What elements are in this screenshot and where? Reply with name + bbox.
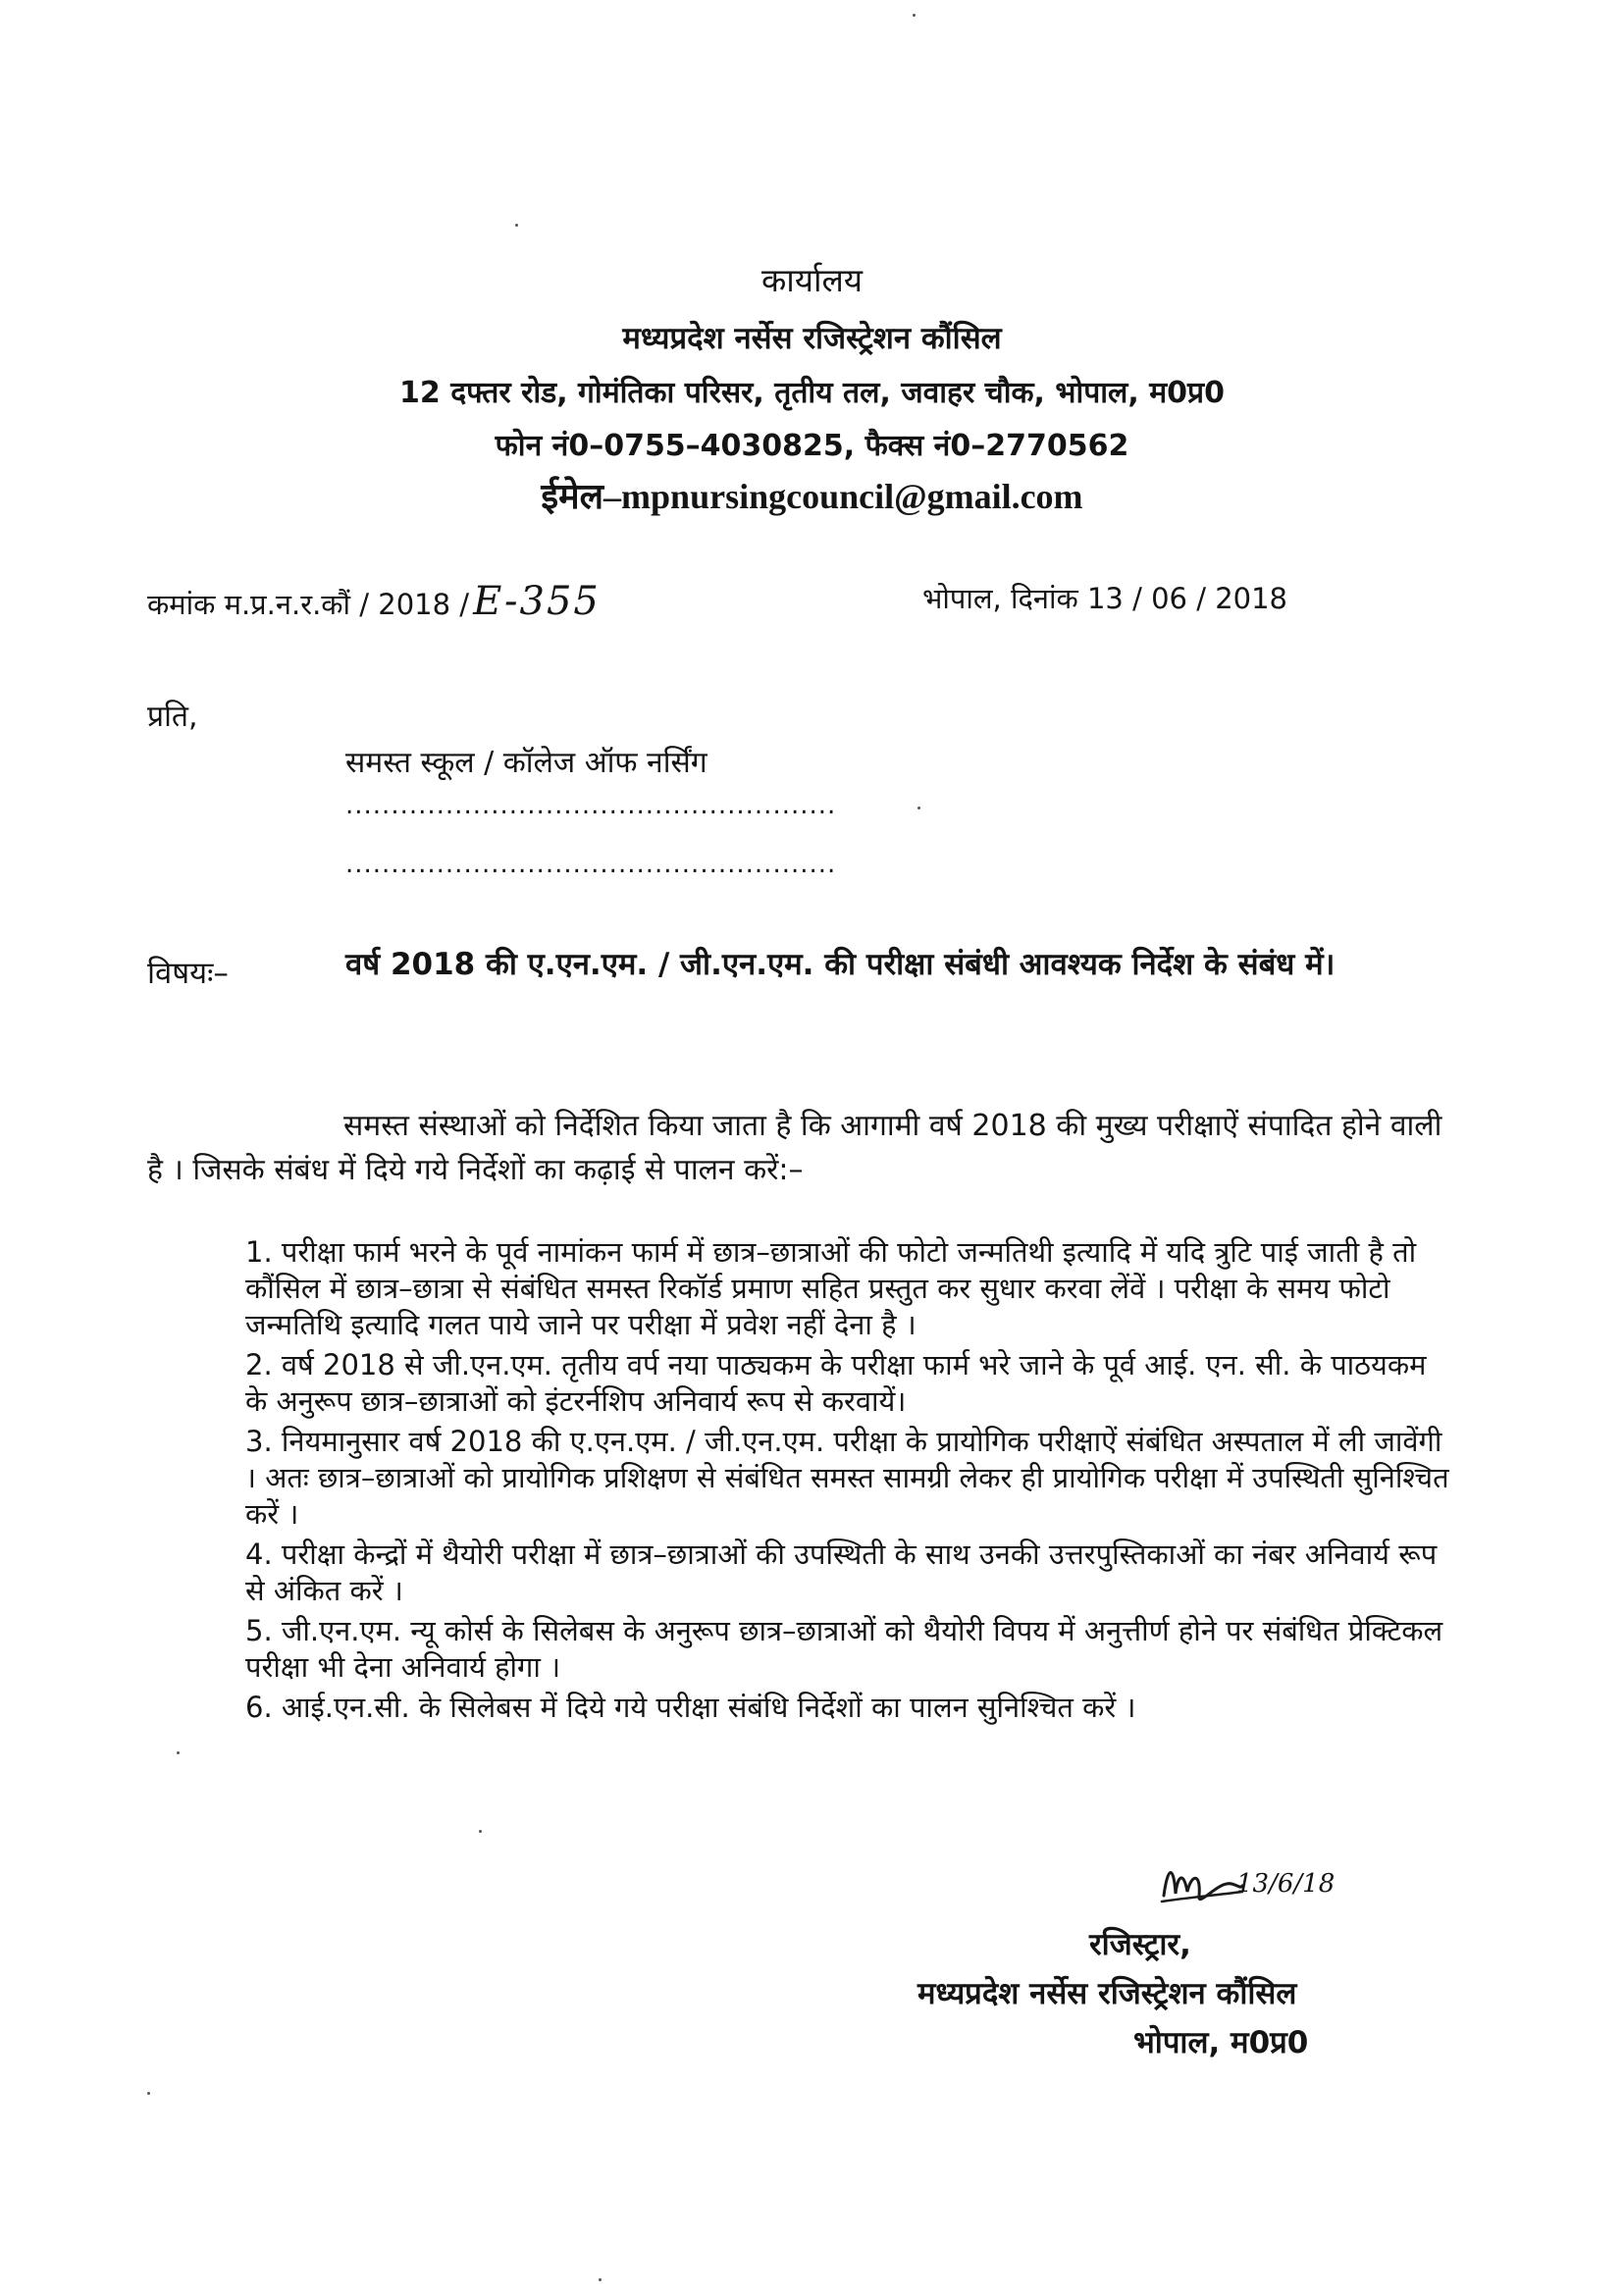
recipient-blank-line: ...................................................... xyxy=(345,850,837,879)
instruction-item: 3. नियमानुसार वर्ष 2018 की ए.एन.एम. / जी.एन.एम. परीक्षा के प्रायोगिक परीक्षाऐं संबंधित अस्पताल में ली जावेंगी । अतः छात्र–छात्राओं को प्रायोगिक प्रशिक्षण से संबंधित समस्त सामग्री लेकर ही प्रायोगिक परीक्षा में उपस्थिती सुनिश्चित करें । xyxy=(245,1425,1449,1531)
recipient-address: समस्त स्कूल / कॉलेज ऑफ नर्सिंग xyxy=(345,746,707,780)
instruction-item: 1. परीक्षा फार्म भरने के पूर्व नामांकन फार्म में छात्र–छात्राओं की फोटो जन्मतिथी इत्यादि में यदि त्रुटि पाई जाती है तो कौंसिल में छात्र–छात्रा से संबंधित समस्त रिकॉर्ड प्रमाण सहित प्रस्तुत कर सुधार करवा लेंवें । परीक्षा के समय फोटो जन्मतिथि इत्यादि गलत पाये जाने पर परीक्षा में प्रवेश नहीं देना है । xyxy=(245,1235,1417,1341)
scan-speck xyxy=(913,14,916,17)
scan-speck xyxy=(147,2092,150,2095)
scan-speck xyxy=(177,1751,180,1754)
signatory-title: रजिस्ट्रार, xyxy=(1089,1927,1191,1962)
scan-speck xyxy=(515,224,518,227)
recipient-label: प्रति, xyxy=(147,700,198,734)
subject-label: विषयः– xyxy=(147,956,229,991)
instruction-item: 6. आई.एन.सी. के सिलेबस में दिये गये परीक्षा संबंधि निर्देशों का पालन सुनिश्चित करें । xyxy=(245,1691,1136,1724)
handwritten-reference: E-355 xyxy=(473,579,601,624)
scan-speck xyxy=(917,807,920,809)
contact-email: ईमेल–mpnursingcouncil@gmail.com xyxy=(541,477,1083,516)
signature-date: 13/6/18 xyxy=(1236,1869,1336,1899)
council-name: मध्यप्रदेश नर्सेस रजिस्ट्रेशन कौंसिल xyxy=(622,321,1002,356)
intro-paragraph: समस्त संस्थाओं को निर्देशित किया जाता है कि आगामी वर्ष 2018 की मुख्य परीक्षाऐं संपादित होने वाली है । जिसके संबंध में दिये गये निर्देशों का कढ़ाई से पालन करें:– xyxy=(147,1109,1442,1187)
scan-speck xyxy=(599,2278,602,2281)
reference-number xyxy=(147,579,601,624)
instruction-list xyxy=(245,1234,1452,1730)
instruction-item: 4. परीक्षा केन्द्रों में थैयोरी परीक्षा में छात्र–छात्राओं की उपस्थिती के साथ उनकी उत्तरपुस्तिकाओं का नंबर अनिवार्य रूप से अंकित करें । xyxy=(245,1537,1438,1607)
signatory-place: भोपाल, म0प्र0 xyxy=(1133,2025,1309,2060)
recipient-blank-line: ...................................................... xyxy=(345,791,837,820)
signatory-organization: मध्यप्रदेश नर्सेस रजिस्ट्रेशन कौंसिल xyxy=(917,1976,1297,2011)
scan-speck xyxy=(479,1830,482,1833)
reference-prefix: कमांक म.प्र.न.र.कौं / 2018 / xyxy=(147,588,470,621)
instruction-item: 2. वर्ष 2018 से जी.एन.एम. तृतीय वर्प नया पाठ्यकम के परीक्षा फार्म भरे जाने के पूर्व आई. एन. सी. के पाठयकम के अनुरूप छात्र–छात्राओं को इंटरर्नशिप अनिवार्य रूप से करवायें। xyxy=(245,1348,1427,1418)
office-heading: कार्यालय xyxy=(760,261,864,299)
council-address: 12 दफ्तर रोड, गोमंतिका परिसर, तृतीय तल, जवाहर चौक, भोपाल, म0प्र0 xyxy=(399,376,1225,410)
subject-text: वर्ष 2018 की ए.एन.एम. / जी.एन.एम. की परीक्षा संबंधी आवश्यक निर्देश के संबंध में। xyxy=(345,947,1336,982)
instruction-item: 5. जी.एन.एम. न्यू कोर्स के सिलेबस के अनुरूप छात्र–छात्राओं को थैयोरी विपय में अनुत्तीर्ण होने पर संबंधित प्रेक्टिकल परीक्षा भी देना अनिवार्य होगा । xyxy=(245,1614,1443,1684)
letter-date: भोपाल, दिनांक 13 / 06 / 2018 xyxy=(922,582,1288,615)
signature-scribble xyxy=(1158,1856,1246,1915)
contact-phone-fax: फोन नं0–0755–4030825, फैक्स नं0–2770562 xyxy=(495,429,1129,463)
